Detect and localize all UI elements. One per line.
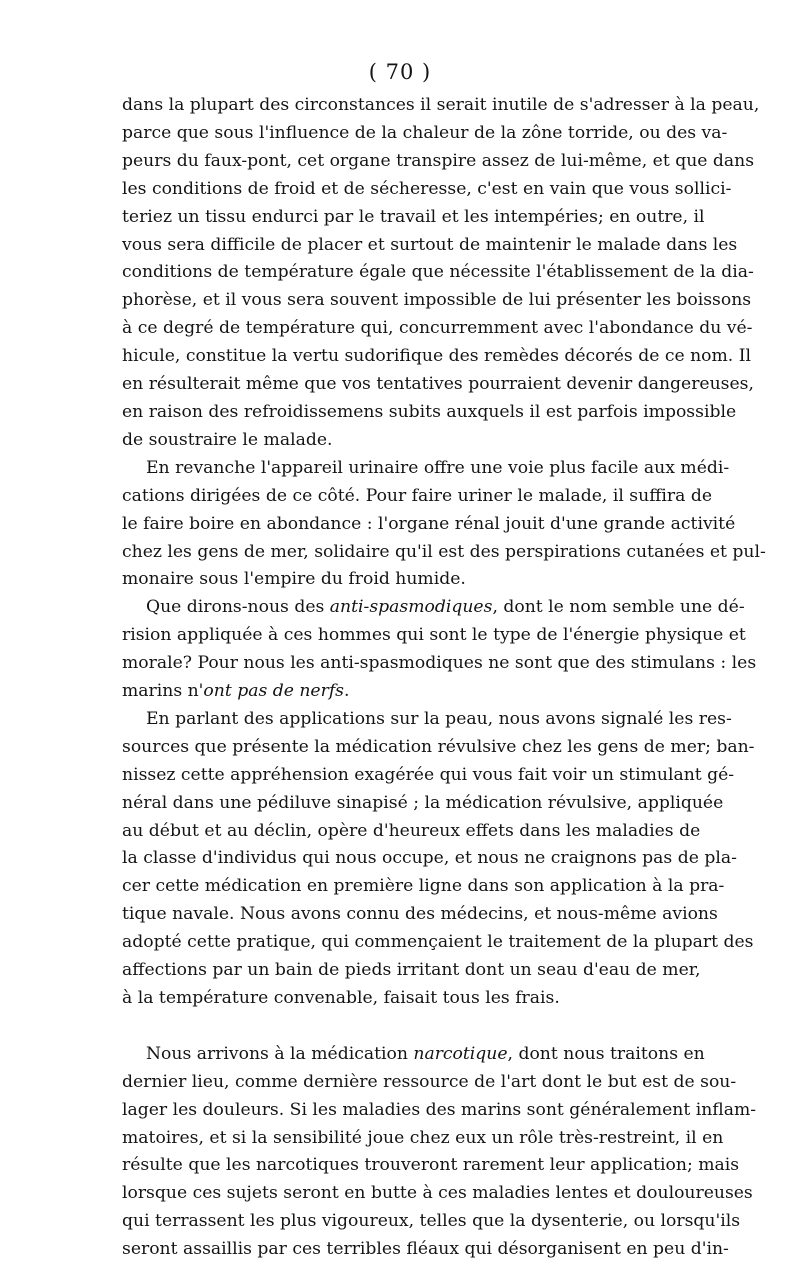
text-line: vous sera difficile de placer et surtout de maintenir le malade dans les bbox=[122, 234, 738, 255]
text-line: rision appliquée à ces hommes qui sont le type de l'énergie physique et bbox=[122, 625, 746, 646]
text-line: lorsque ces sujets seront en butte à ces maladies lentes et douloureuses bbox=[122, 1183, 753, 1204]
text-line: résulte que les narcotiques trouveront rarement leur application; mais bbox=[122, 1155, 740, 1176]
text-line: à ce degré de température qui, concurremment avec l'abondance du vé- bbox=[122, 318, 753, 339]
text-line: conditions de température égale que nécessite l'établissement de la dia- bbox=[122, 262, 754, 283]
paragraph-spacer bbox=[122, 1013, 684, 1041]
paragraph-1 bbox=[122, 92, 760, 455]
text-line: en résulterait même que vos tentatives pourraient devenir dangereuses, bbox=[122, 374, 754, 395]
text-line: néral dans une pédiluve sinapisé ; la médication révulsive, appliquée bbox=[122, 792, 724, 813]
text-line: cations dirigées de ce côté. Pour faire uriner le malade, il suffira de bbox=[122, 485, 712, 506]
text-line: parce que sous l'influence de la chaleur de la zône torride, ou des va- bbox=[122, 122, 728, 143]
emphasis-anti-spasmodiques: anti-spasmodiques bbox=[329, 597, 493, 618]
text-run: Nous arrivons à la médication bbox=[146, 1043, 414, 1064]
body-text bbox=[122, 92, 766, 1264]
text-line: teriez un tissu endurci par le travail et les intempéries; en outre, il bbox=[122, 206, 705, 227]
text-line: en raison des refroidissemens subits auxquels il est parfois impossible bbox=[122, 401, 737, 422]
text-line: affections par un bain de pieds irritant dont un seau d'eau de mer, bbox=[122, 960, 701, 981]
text-line: la classe d'individus qui nous occupe, et nous ne craignons pas de pla- bbox=[122, 848, 737, 869]
text-line: le faire boire en abondance : l'organe rénal jouit d'une grande activité bbox=[122, 513, 736, 534]
text-line: morale? Pour nous les anti-spasmodiques ne sont que des stimulans : les bbox=[122, 653, 757, 674]
text-line: les conditions de froid et de sécheresse, c'est en vain que vous sollici- bbox=[122, 178, 732, 199]
text-line: dernier lieu, comme dernière ressource de l'art dont le but est de sou- bbox=[122, 1071, 737, 1092]
text-run: , dont le nom semble une dé- bbox=[492, 597, 745, 618]
text-line: monaire sous l'empire du froid humide. bbox=[122, 569, 466, 590]
text-line: En parlant des applications sur la peau, nous avons signalé les res- bbox=[146, 708, 732, 729]
text-line: tique navale. Nous avons connu des médecins, et nous-même avions bbox=[122, 904, 718, 925]
text-line: hicule, constitue la vertu sudorifique des remèdes décorés de ce nom. Il bbox=[122, 346, 752, 367]
text-line: cer cette médication en première ligne dans son application à la pra- bbox=[122, 876, 725, 897]
paragraph-4 bbox=[122, 706, 755, 1013]
text-run: Que dirons-nous des bbox=[146, 597, 330, 618]
text-line: peurs du faux-pont, cet organe transpire assez de lui-même, et que dans bbox=[122, 150, 755, 171]
text-line: dans la plupart des circonstances il serait inutile de s'adresser à la peau, bbox=[122, 95, 760, 115]
text-line bbox=[122, 1041, 705, 1069]
text-line: de soustraire le malade. bbox=[122, 429, 333, 450]
paragraph-3 bbox=[122, 594, 757, 706]
text-line bbox=[122, 678, 684, 706]
text-line: lager les douleurs. Si les maladies des marins sont généralement inflam- bbox=[122, 1099, 757, 1120]
page-number: ( 70 ) bbox=[368, 60, 432, 84]
text-line: chez les gens de mer, solidaire qu'il est des perspirations cutanées et pul- bbox=[122, 541, 766, 562]
text-run: , dont nous traitons en bbox=[507, 1043, 705, 1064]
text-line: au début et au déclin, opère d'heureux effets dans les maladies de bbox=[122, 820, 701, 841]
text-line: à la température convenable, faisait tous les frais. bbox=[122, 988, 560, 1008]
text-line: seront assaillis par ces terribles fléaux qui désorganisent en peu d'in- bbox=[122, 1239, 729, 1260]
emphasis-narcotique: narcotique bbox=[413, 1043, 508, 1064]
text-line: qui terrassent les plus vigoureux, telles que la dysenterie, ou lorsqu'ils bbox=[122, 1211, 741, 1232]
text-line: nissez cette appréhension exagérée qui vous fait voir un stimulant gé- bbox=[122, 764, 735, 785]
text-line: matoires, et si la sensibilité joue chez eux un rôle très-restreint, il en bbox=[122, 1127, 724, 1148]
text-run: marins n' bbox=[122, 681, 204, 702]
paragraph-2 bbox=[122, 455, 766, 595]
text-line bbox=[122, 594, 745, 622]
text-line: En revanche l'appareil urinaire offre une voie plus facile aux médi- bbox=[146, 457, 730, 478]
text-line: phorèse, et il vous sera souvent impossible de lui présenter les boissons bbox=[122, 290, 752, 311]
emphasis-ont-pas-de-nerfs: ont pas de nerfs bbox=[203, 681, 345, 702]
paragraph-5 bbox=[122, 1041, 757, 1264]
text-line: sources que présente la médication révulsive chez les gens de mer; ban- bbox=[122, 736, 755, 757]
text-run: . bbox=[344, 681, 350, 702]
text-line: adopté cette pratique, qui commençaient le traitement de la plupart des bbox=[122, 932, 754, 953]
